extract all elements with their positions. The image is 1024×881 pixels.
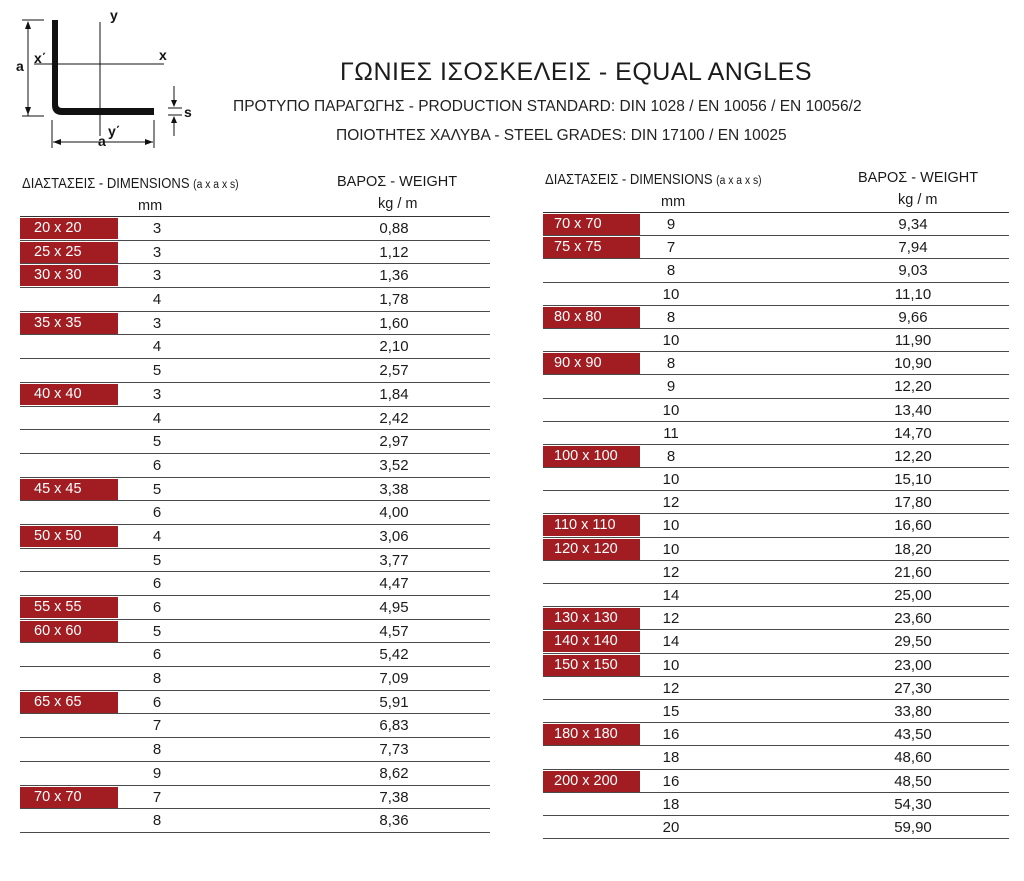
table-row — [543, 746, 1009, 769]
weight-cell: 18,20 — [894, 540, 932, 558]
table-row — [20, 549, 490, 573]
table-row — [20, 217, 490, 241]
weight-cell: 6,83 — [379, 717, 409, 735]
weight-cell: 5,42 — [379, 646, 409, 664]
thickness-cell: 10 — [662, 331, 680, 349]
steel-grades: ΠΟΙΟΤΗΤΕΣ ΧΑΛΥΒΑ - STEEL GRADES: DIN 17100 / EN 10025 — [336, 127, 787, 144]
size-badge: 20 x 20 — [20, 218, 118, 239]
weight-cell: 2,10 — [379, 338, 409, 356]
weight-cell: 12,20 — [894, 447, 932, 465]
weight-cell: 12,20 — [894, 378, 932, 396]
thickness-cell: 14 — [662, 633, 680, 651]
thickness-cell: 6 — [152, 456, 162, 474]
weight-cell: 3,77 — [379, 551, 409, 569]
weight-header: ΒΑΡΟΣ - WEIGHT — [858, 170, 979, 186]
weight-cell: 25,00 — [894, 587, 932, 604]
left-table — [20, 172, 490, 833]
size-badge: 100 x 100 — [543, 446, 640, 467]
size-badge: 150 x 150 — [543, 655, 640, 676]
table-row — [543, 630, 1009, 653]
weight-cell: 1,60 — [379, 314, 409, 332]
table-row — [543, 259, 1009, 282]
angle-profile-diagram — [14, 8, 214, 158]
thickness-cell: 9 — [666, 216, 676, 233]
table-row — [20, 359, 490, 383]
size-badge: 45 x 45 — [20, 479, 118, 500]
thickness-cell: 8 — [152, 741, 162, 759]
thickness-cell: 10 — [662, 471, 680, 489]
thickness-cell: 6 — [152, 693, 162, 711]
table-row — [543, 422, 1009, 445]
thickness-cell: 12 — [662, 494, 680, 512]
thickness-cell: 8 — [666, 308, 676, 326]
diagram-label-y: y — [110, 8, 118, 23]
weight-cell: 48,50 — [894, 772, 932, 790]
table-row — [20, 335, 490, 359]
thickness-cell: 4 — [152, 527, 162, 545]
thickness-cell: 8 — [666, 355, 676, 373]
weight-cell: 0,88 — [379, 220, 409, 237]
thickness-cell: 11 — [663, 424, 679, 442]
table-row — [543, 584, 1009, 607]
table-row — [543, 352, 1009, 375]
weight-cell: 4,00 — [379, 504, 409, 522]
mm-header: mm — [138, 198, 163, 214]
table-row — [543, 607, 1009, 630]
weight-cell: 17,80 — [894, 494, 932, 512]
thickness-cell: 5 — [152, 622, 162, 640]
table-row — [20, 430, 490, 454]
thickness-cell: 3 — [152, 267, 162, 285]
table-row — [20, 312, 490, 336]
table-row — [543, 538, 1009, 561]
thickness-cell: 14 — [662, 587, 680, 604]
weight-cell: 29,50 — [894, 633, 932, 651]
table-row — [20, 407, 490, 431]
size-badge: 70 x 70 — [543, 214, 640, 235]
weight-cell: 23,00 — [894, 656, 932, 674]
weight-cell: 9,03 — [898, 262, 928, 280]
thickness-cell: 20 — [662, 818, 680, 836]
table-row — [543, 770, 1009, 793]
thickness-cell: 5 — [152, 551, 162, 569]
diagram-label-x-prime: x΄ — [34, 50, 47, 66]
weight-cell: 7,09 — [379, 670, 409, 688]
weight-cell: 3,06 — [379, 527, 409, 545]
weight-cell: 15,10 — [894, 471, 932, 489]
weight-cell: 8,36 — [379, 812, 409, 830]
weight-cell: 7,38 — [379, 788, 409, 806]
table-row — [543, 561, 1009, 584]
thickness-cell: 3 — [152, 385, 162, 403]
table-row — [20, 786, 490, 810]
size-badge: 25 x 25 — [20, 242, 118, 263]
thickness-cell: 5 — [152, 433, 162, 451]
diagram-label-a-bottom: a — [98, 133, 106, 149]
thickness-cell: 8 — [152, 670, 162, 688]
thickness-cell: 16 — [662, 726, 680, 744]
diagram-label-a-left: a — [16, 58, 24, 74]
weight-cell: 1,36 — [379, 267, 409, 285]
diagram-label-x: x — [159, 47, 167, 63]
thickness-cell: 7 — [152, 788, 162, 806]
table-row — [543, 654, 1009, 677]
dimensions-header: ΔΙΑΣΤΑΣΕΙΣ - DIMENSIONS — [545, 172, 713, 188]
thickness-cell: 15 — [662, 702, 680, 720]
weight-cell: 48,60 — [894, 749, 932, 767]
thickness-cell: 6 — [152, 646, 162, 664]
thickness-cell: 10 — [662, 656, 680, 674]
weight-cell: 21,60 — [894, 563, 932, 581]
size-badge: 65 x 65 — [20, 692, 118, 713]
table-row — [543, 491, 1009, 514]
thickness-cell: 10 — [662, 285, 680, 303]
size-badge: 180 x 180 — [543, 724, 640, 745]
table-row — [20, 738, 490, 762]
size-badge: 90 x 90 — [543, 353, 640, 374]
size-badge: 70 x 70 — [20, 787, 118, 808]
thickness-cell: 10 — [662, 401, 680, 419]
weight-cell: 11,10 — [894, 285, 932, 303]
weight-cell: 9,66 — [898, 308, 928, 326]
size-badge: 55 x 55 — [20, 597, 118, 618]
table-row — [543, 236, 1009, 259]
table-row — [543, 329, 1009, 352]
table-row — [20, 501, 490, 525]
angle-shape — [52, 20, 154, 115]
weight-cell: 54,30 — [894, 795, 932, 813]
weight-cell: 14,70 — [894, 424, 932, 442]
weight-cell: 4,47 — [379, 575, 409, 593]
thickness-cell: 16 — [662, 772, 680, 790]
table-header — [20, 172, 490, 216]
weight-cell: 1,12 — [379, 243, 409, 261]
right-table-rows — [543, 212, 1009, 839]
thickness-cell: 5 — [152, 362, 162, 380]
weight-cell: 4,95 — [379, 599, 409, 616]
table-row — [543, 213, 1009, 236]
page-title: ΓΩΝΙΕΣ ΙΣΟΣΚΕΛΕΙΣ - EQUAL ANGLES — [340, 58, 812, 86]
thickness-cell: 10 — [662, 517, 680, 535]
size-badge: 60 x 60 — [20, 621, 118, 642]
weight-cell: 3,52 — [379, 456, 409, 474]
weight-cell: 9,34 — [898, 216, 928, 233]
table-row — [543, 723, 1009, 746]
size-badge: 140 x 140 — [543, 631, 640, 652]
weight-cell: 1,78 — [379, 291, 409, 309]
table-row — [543, 793, 1009, 816]
weight-cell: 7,94 — [898, 239, 928, 257]
table-row — [543, 283, 1009, 306]
weight-cell: 43,50 — [894, 726, 932, 744]
dimensions-note: (a x a x s) — [716, 175, 762, 187]
size-badge: 130 x 130 — [543, 608, 640, 629]
thickness-cell: 18 — [662, 795, 680, 813]
thickness-cell: 4 — [152, 291, 162, 309]
weight-header: ΒΑΡΟΣ - WEIGHT — [337, 174, 458, 190]
right-table — [543, 168, 1009, 839]
weight-cell: 33,80 — [894, 702, 932, 720]
weight-cell: 8,62 — [379, 764, 409, 782]
weight-cell: 2,42 — [379, 409, 409, 427]
dimensions-note: (a x a x s) — [193, 179, 239, 191]
table-row — [543, 514, 1009, 537]
weight-cell: 7,73 — [379, 741, 409, 759]
thickness-cell: 6 — [152, 599, 162, 616]
table-row — [20, 620, 490, 644]
thickness-cell: 3 — [152, 243, 162, 261]
size-badge: 30 x 30 — [20, 265, 118, 286]
thickness-cell: 10 — [662, 540, 680, 558]
table-row — [20, 762, 490, 786]
table-row — [543, 677, 1009, 700]
table-row — [20, 383, 490, 407]
thickness-cell: 7 — [666, 239, 676, 257]
thickness-cell: 18 — [662, 749, 680, 767]
size-badge: 40 x 40 — [20, 384, 118, 405]
table-row — [20, 596, 490, 620]
table-row — [543, 816, 1009, 839]
thickness-cell: 6 — [152, 575, 162, 593]
thickness-cell: 8 — [666, 262, 676, 280]
mm-header: mm — [661, 194, 686, 210]
table-row — [20, 643, 490, 667]
weight-cell: 13,40 — [894, 401, 932, 419]
weight-cell: 5,91 — [379, 693, 409, 711]
table-row — [543, 399, 1009, 422]
table-row — [20, 667, 490, 691]
left-table-rows — [20, 216, 490, 833]
table-row — [20, 241, 490, 265]
table-row — [20, 809, 490, 833]
weight-unit-header: kg / m — [378, 196, 418, 212]
weight-cell: 59,90 — [894, 818, 932, 836]
table-row — [20, 572, 490, 596]
thickness-cell: 4 — [152, 409, 162, 427]
thickness-cell: 8 — [152, 812, 162, 830]
thickness-cell: 8 — [666, 447, 676, 465]
table-row — [20, 691, 490, 715]
size-badge: 50 x 50 — [20, 526, 118, 547]
table-row — [543, 306, 1009, 329]
weight-cell: 1,84 — [379, 385, 409, 403]
weight-cell: 4,57 — [379, 622, 409, 640]
size-badge: 200 x 200 — [543, 771, 640, 792]
table-row — [543, 445, 1009, 468]
table-row — [20, 714, 490, 738]
thickness-cell: 4 — [152, 338, 162, 356]
weight-cell: 2,97 — [379, 433, 409, 451]
diagram-label-y-prime: y΄ — [108, 123, 121, 139]
dimensions-header: ΔΙΑΣΤΑΣΕΙΣ - DIMENSIONS — [22, 176, 190, 192]
weight-cell: 10,90 — [894, 355, 932, 373]
thickness-cell: 7 — [152, 717, 162, 735]
production-standard: ΠΡΟΤΥΠΟ ΠΑΡΑΓΩΓΗΣ - PRODUCTION STANDARD: DIN 1028 / EN 10056 / EN 10056/2 — [233, 98, 862, 115]
table-row — [20, 478, 490, 502]
table-header — [543, 168, 1009, 212]
weight-cell: 23,60 — [894, 610, 932, 628]
table-row — [543, 700, 1009, 723]
weight-cell: 11,90 — [894, 331, 932, 349]
size-badge: 120 x 120 — [543, 539, 640, 560]
diagram-label-s: s — [184, 104, 192, 120]
table-row — [20, 264, 490, 288]
table-row — [543, 375, 1009, 398]
table-row — [543, 468, 1009, 491]
thickness-cell: 3 — [152, 314, 162, 332]
size-badge: 110 x 110 — [543, 515, 640, 536]
weight-cell: 3,38 — [379, 480, 409, 498]
table-row — [20, 288, 490, 312]
thickness-cell: 9 — [666, 378, 676, 396]
thickness-cell: 9 — [152, 764, 162, 782]
size-badge: 80 x 80 — [543, 307, 640, 328]
thickness-cell: 3 — [152, 220, 162, 237]
thickness-cell: 6 — [152, 504, 162, 522]
weight-cell: 27,30 — [894, 679, 932, 697]
thickness-cell: 12 — [662, 563, 680, 581]
thickness-cell: 12 — [662, 610, 680, 628]
thickness-cell: 12 — [662, 679, 680, 697]
weight-cell: 16,60 — [894, 517, 932, 535]
weight-cell: 2,57 — [379, 362, 409, 380]
table-row — [20, 525, 490, 549]
weight-unit-header: kg / m — [898, 192, 938, 208]
size-badge: 75 x 75 — [543, 237, 640, 258]
size-badge: 35 x 35 — [20, 313, 118, 334]
thickness-cell: 5 — [152, 480, 162, 498]
table-row — [20, 454, 490, 478]
